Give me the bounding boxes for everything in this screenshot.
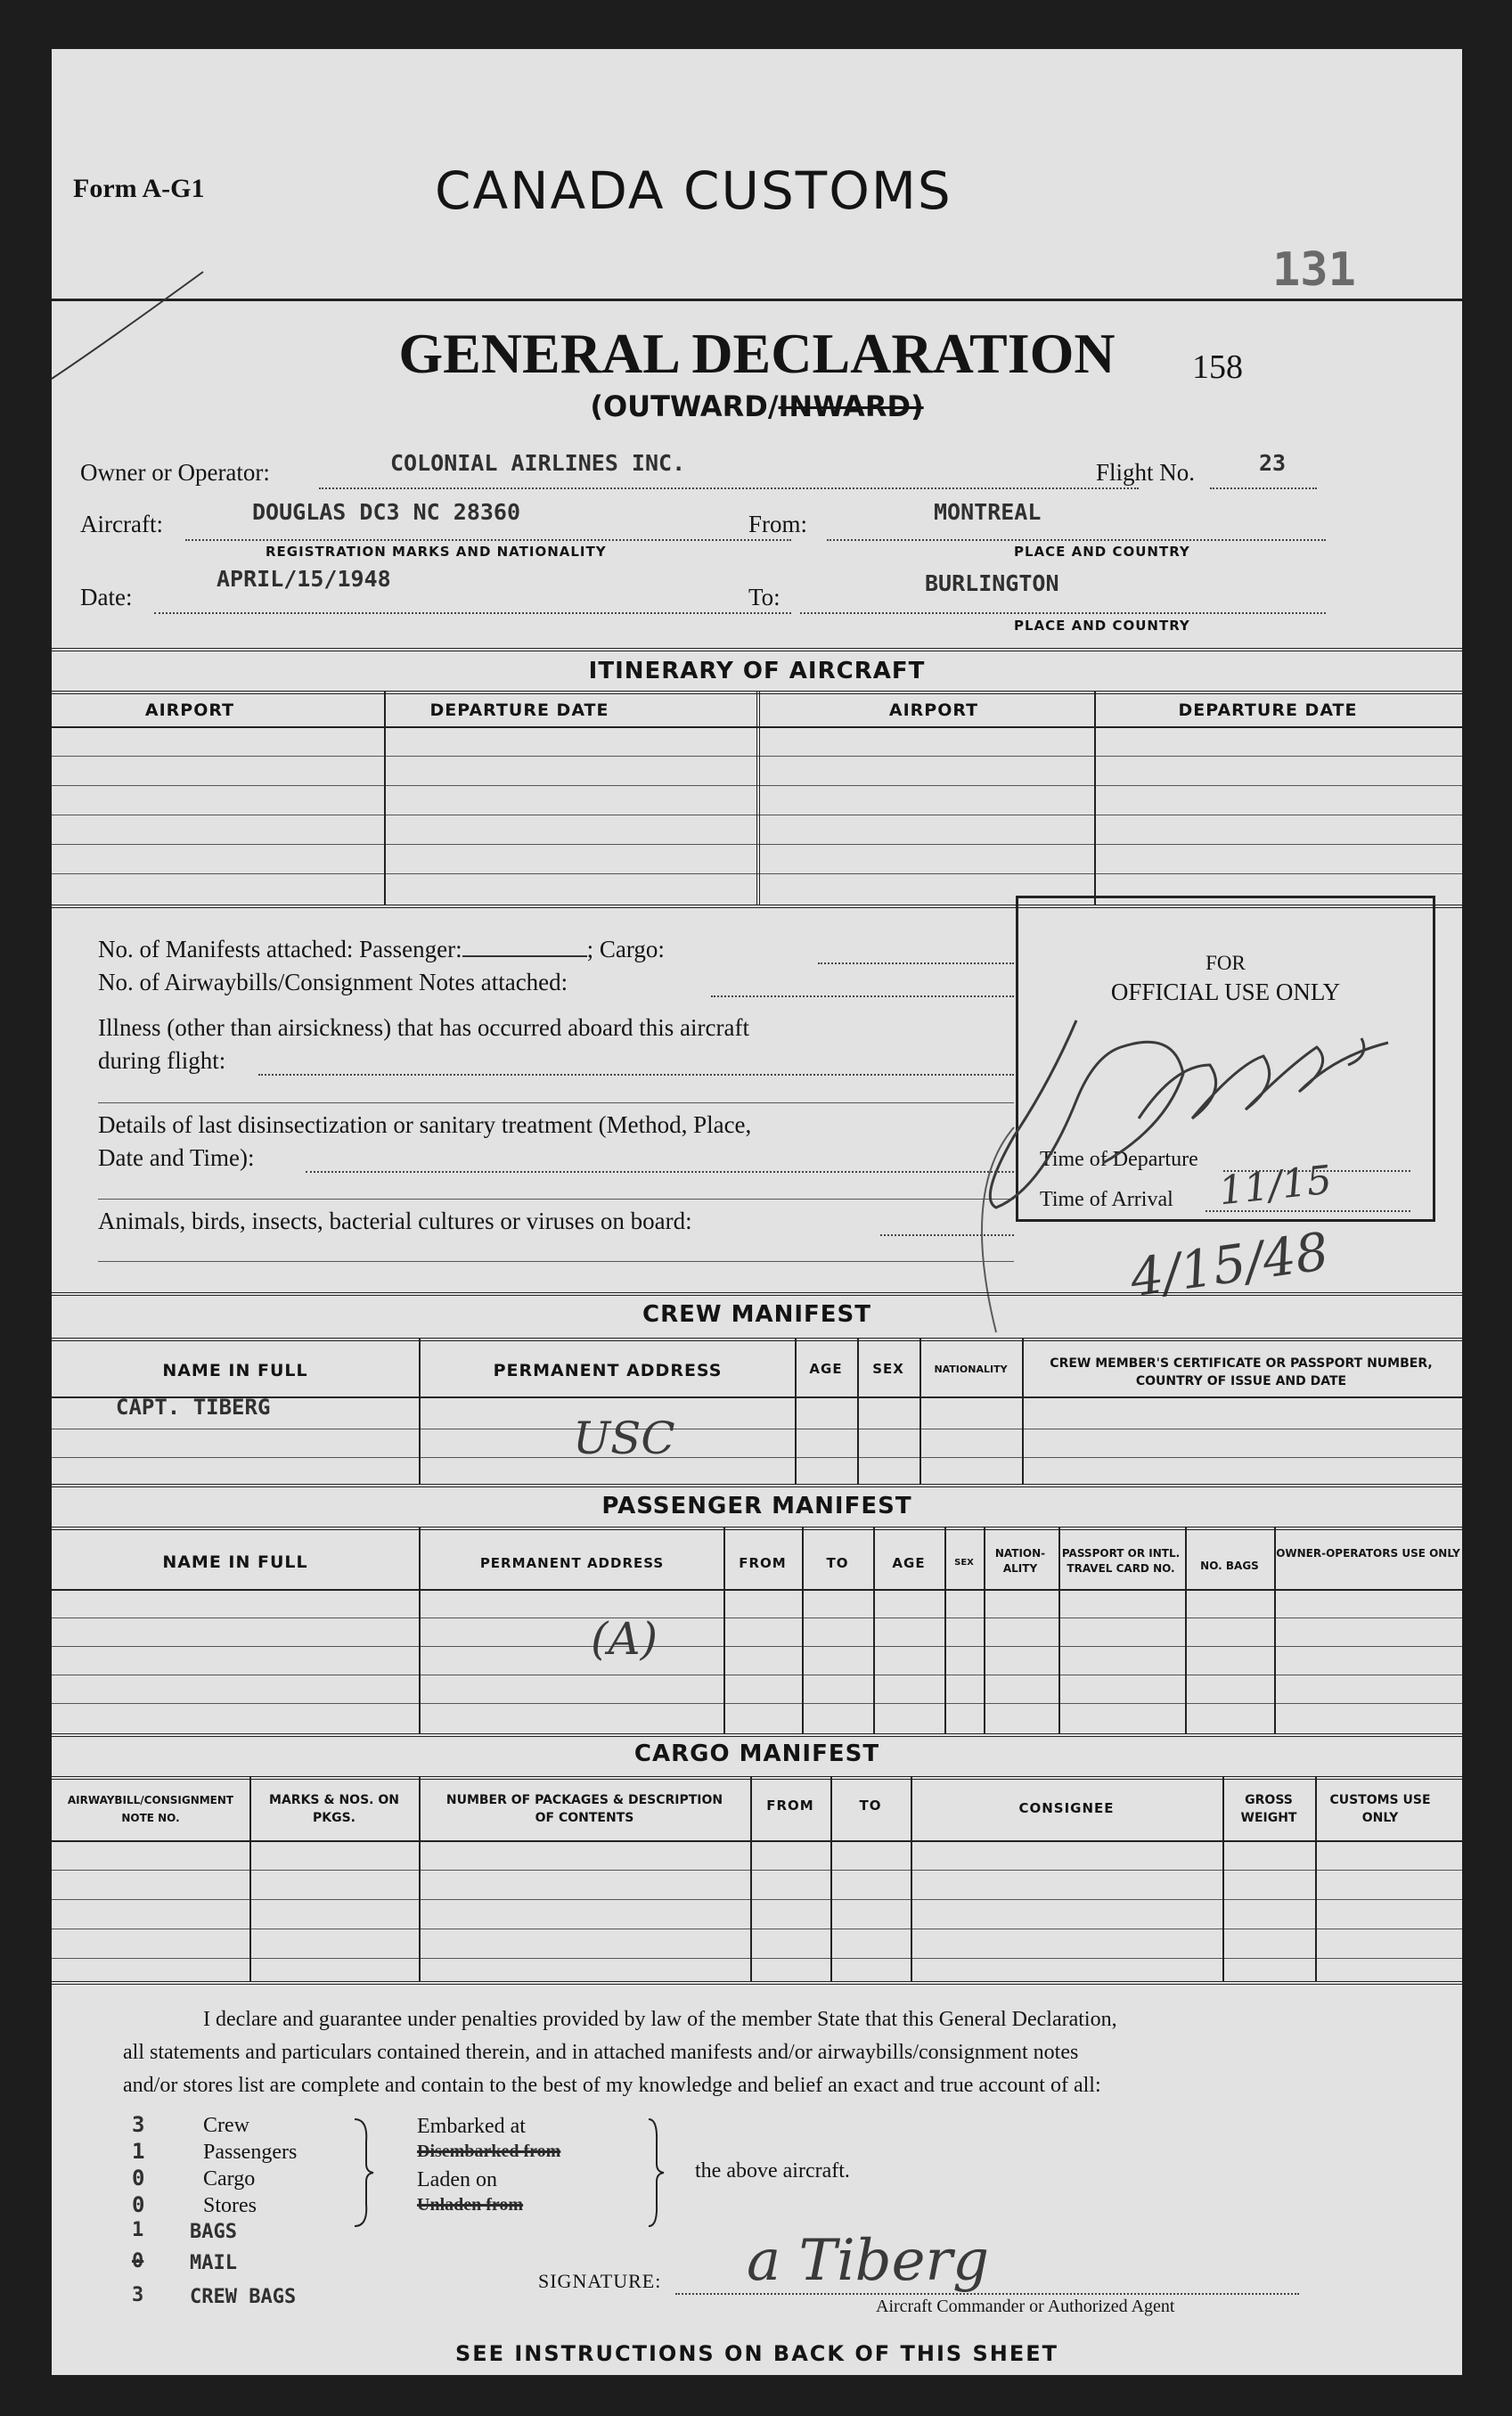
flight-value: 23 xyxy=(1259,450,1287,476)
label-crew-bags: CREW BAGS xyxy=(190,2286,297,2308)
crew-name-value: CAPT. TIBERG xyxy=(116,1395,271,1420)
declaration-line-2: all statements and particulars contained therein, and in attached manifests and/or airwaybills/consignment notes xyxy=(123,2041,1079,2064)
itinerary-col-date-2: DEPARTURE DATE xyxy=(1178,700,1358,720)
brace-right xyxy=(644,2115,671,2231)
airwaybills-label: No. of Airwaybills/Consignment Notes attached: xyxy=(98,969,568,995)
passenger-note: (A) xyxy=(591,1613,658,1665)
manifests-label xyxy=(98,936,665,963)
subtitle-sep: / xyxy=(767,389,779,423)
laden-label: Laden on xyxy=(417,2168,497,2191)
pass-col-passport: PASSPORT OR INTL. TRAVEL CARD NO. xyxy=(1061,1547,1181,1575)
from-caption: PLACE AND COUNTRY xyxy=(1014,544,1190,560)
header-rule xyxy=(52,299,1462,301)
date-label: Date: xyxy=(80,584,133,610)
arrival-time-value: 11/15 xyxy=(1216,1157,1335,1215)
from-label: From: xyxy=(748,511,808,537)
cargo-col-consignee: CONSIGNEE xyxy=(1018,1800,1115,1816)
count-crew-bags: 3 xyxy=(132,2284,144,2306)
itinerary-col-airport-1: AIRPORT xyxy=(144,700,235,720)
count-bags: 1 xyxy=(132,2219,144,2241)
pass-col-name: NAME IN FULL xyxy=(162,1552,308,1572)
cargo-col-customs: CUSTOMS USE ONLY xyxy=(1329,1793,1431,1825)
stamp-number: 131 xyxy=(1272,243,1356,297)
form-title: GENERAL DECLARATION xyxy=(398,322,1116,385)
crew-col-nationality: NATIONALITY xyxy=(934,1364,1008,1375)
count-stores: 0 xyxy=(132,2192,145,2217)
crew-col-age: AGE xyxy=(809,1361,843,1377)
owner-value: COLONIAL AIRLINES INC. xyxy=(390,450,686,476)
date-value: APRIL/15/1948 xyxy=(217,566,391,592)
itinerary-col-airport-2: AIRPORT xyxy=(888,700,979,720)
manifests-cargo-label: ; Cargo: xyxy=(586,936,665,962)
count-crew: 3 xyxy=(132,2112,145,2137)
subtitle-outward: (OUTWARD xyxy=(590,389,768,423)
crew-col-sex: SEX xyxy=(872,1361,904,1377)
instructions-footer: SEE INSTRUCTIONS ON BACK OF THIS SHEET xyxy=(454,2341,1059,2366)
label-mail: MAIL xyxy=(190,2252,237,2274)
cargo-col-to: TO xyxy=(859,1798,882,1814)
label-cargo: Cargo xyxy=(203,2167,256,2191)
itinerary-title: ITINERARY OF AIRCRAFT xyxy=(588,658,926,684)
to-caption: PLACE AND COUNTRY xyxy=(1014,618,1190,634)
count-passengers: 1 xyxy=(132,2139,145,2164)
pass-col-nationality: NATION-ALITY xyxy=(994,1547,1046,1575)
embarked-label: Embarked at xyxy=(417,2115,526,2138)
cargo-col-airwaybill: AIRWAYBILL/CONSIGNMENT NOTE NO. xyxy=(67,1794,234,1824)
brace-left xyxy=(350,2115,377,2231)
cargo-col-packages: NUMBER OF PACKAGES & DESCRIPTION OF CONTENTS xyxy=(445,1793,723,1825)
cargo-col-marks: MARKS & NOS. ON PKGS. xyxy=(269,1793,399,1825)
label-bags: BAGS xyxy=(190,2221,237,2243)
pass-col-owner-use: OWNER-OPERATORS USE ONLY xyxy=(1276,1547,1460,1560)
official-use-only: OFFICIAL USE ONLY xyxy=(1110,979,1341,1005)
crew-col-address: PERMANENT ADDRESS xyxy=(493,1361,723,1380)
from-value: MONTREAL xyxy=(934,499,1042,525)
crew-title: CREW MANIFEST xyxy=(642,1301,871,1328)
animals-label: Animals, birds, insects, bacterial cultures or viruses on board: xyxy=(98,1208,692,1234)
page-number: 158 xyxy=(1192,348,1243,386)
label-passengers: Passengers xyxy=(203,2141,298,2164)
pass-col-sex: SEX xyxy=(954,1558,974,1568)
aircraft-value: DOUGLAS DC3 NC 28360 xyxy=(252,499,521,525)
flight-label: Flight No. xyxy=(1096,459,1196,486)
declaration-line-3: and/or stores list are complete and contain to the best of my knowledge and belief an exact and true account of all: xyxy=(123,2074,1101,2097)
illness-label-1: Illness (other than airsickness) that has occurred aboard this aircraft xyxy=(98,1014,749,1041)
disinsect-label-2: Date and Time): xyxy=(98,1144,255,1171)
official-for: FOR xyxy=(1206,952,1246,974)
form-subtitle xyxy=(52,389,1462,423)
cargo-title: CARGO MANIFEST xyxy=(633,1740,880,1767)
illness-label-2: during flight: xyxy=(98,1047,226,1074)
form-number: Form A-G1 xyxy=(73,174,205,203)
aircraft-caption: REGISTRATION MARKS AND NATIONALITY xyxy=(266,544,607,560)
disinsect-label-1: Details of last disinsectization or sanitary treatment (Method, Place, xyxy=(98,1111,752,1138)
pass-col-bags: NO. BAGS xyxy=(1200,1560,1259,1572)
aircraft-label: Aircraft: xyxy=(80,511,163,537)
manifests-passenger-label: No. of Manifests attached: Passenger: xyxy=(98,936,462,962)
count-cargo: 0 xyxy=(132,2166,145,2191)
declaration-line-1: I declare and guarantee under penalties provided by law of the member State that this General Declaration, xyxy=(203,2008,1117,2031)
pass-col-address: PERMANENT ADDRESS xyxy=(479,1555,665,1571)
departure-time-label: Time of Departure xyxy=(1040,1148,1198,1171)
itinerary-col-date-1: DEPARTURE DATE xyxy=(429,700,609,720)
pass-col-from: FROM xyxy=(739,1555,787,1571)
crew-col-certificate: CREW MEMBER'S CERTIFICATE OR PASSPORT NUMBER, COUNTRY OF ISSUE AND DATE xyxy=(1050,1356,1433,1388)
signature-value: a Tiberg xyxy=(747,2228,990,2294)
label-stores: Stores xyxy=(203,2194,257,2217)
label-crew: Crew xyxy=(203,2114,249,2137)
pass-col-age: AGE xyxy=(892,1555,926,1571)
signature-label: SIGNATURE: xyxy=(538,2270,662,2292)
count-mail: 0 xyxy=(132,2250,144,2273)
pass-col-to: TO xyxy=(826,1555,849,1571)
crew-row-address: USC xyxy=(573,1413,675,1464)
unladen-label: Unladen from xyxy=(417,2195,524,2215)
crew-col-name: NAME IN FULL xyxy=(162,1361,308,1380)
to-value: BURLINGTON xyxy=(925,570,1059,596)
date-note: 4/15/48 xyxy=(1126,1220,1333,1309)
arrival-time-label: Time of Arrival xyxy=(1040,1188,1173,1211)
disembarked-label: Disembarked from xyxy=(417,2142,561,2161)
subtitle-inward: INWARD) xyxy=(778,389,924,423)
cargo-col-from: FROM xyxy=(766,1798,814,1814)
cargo-col-weight: GROSS WEIGHT xyxy=(1240,1793,1297,1825)
signature-caption: Aircraft Commander or Authorized Agent xyxy=(876,2297,1175,2316)
declaration-form xyxy=(52,49,1462,2375)
owner-label: Owner or Operator: xyxy=(80,459,270,486)
above-aircraft: the above aircraft. xyxy=(695,2159,850,2183)
to-label: To: xyxy=(748,584,781,610)
passenger-title: PASSENGER MANIFEST xyxy=(601,1493,912,1519)
agency-title: CANADA CUSTOMS xyxy=(435,160,952,221)
